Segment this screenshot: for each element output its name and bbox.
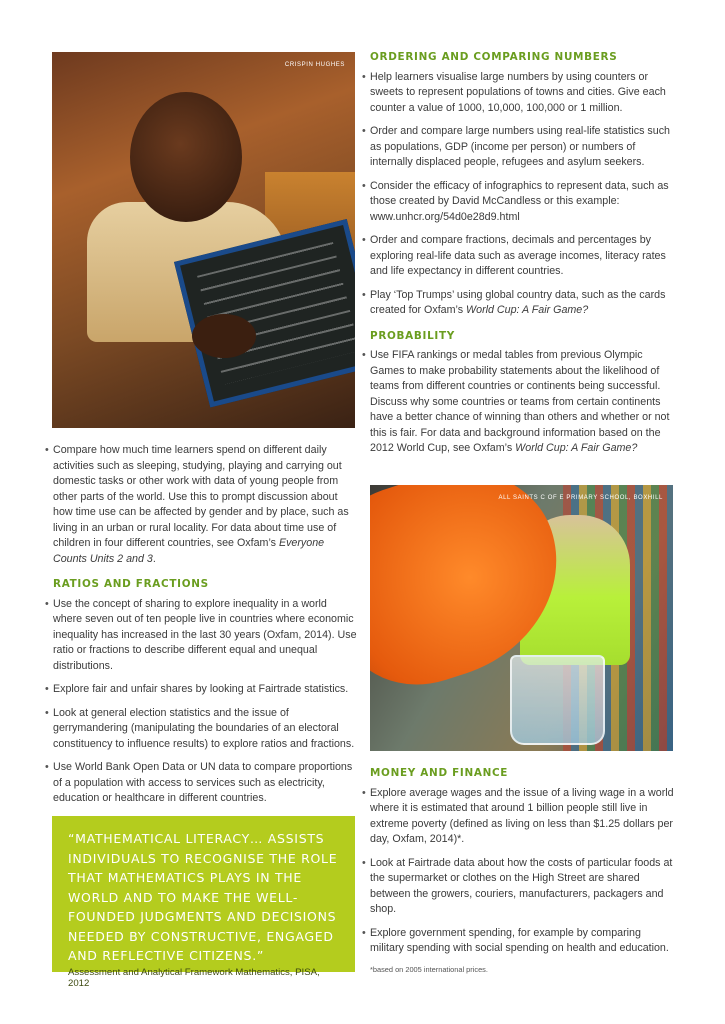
- list-item: • Explore average wages and the issue of a living wage in a world where it is estimated that around 1 billion people still live in extreme poverty (defined as living on less than $1.25 dollars per day, Oxfam, 2014)*.: [362, 786, 677, 848]
- photo-boy-head: [130, 92, 242, 222]
- section-heading-money: MONEY AND FINANCE: [370, 767, 509, 779]
- ordering-list: [362, 70, 677, 319]
- list-item: • Help learners visualise large numbers by using counters or sweets to represent populations of towns and cities. Give each counter a value of 1000, 10,000, 100,000 or 1 million.: [362, 70, 677, 117]
- right-column-top: [362, 50, 677, 465]
- photo-girl-pouring-water: [370, 485, 673, 751]
- pull-quote: [52, 816, 355, 989]
- money-list: [362, 786, 677, 957]
- section-heading-ordering: ORDERING AND COMPARING NUMBERS: [370, 51, 618, 63]
- photo-credit: CRISPIN HUGHES: [284, 62, 345, 68]
- list-item: • Use World Bank Open Data or UN data to compare proportions of a population with access to services such as electricity, education or healthcare in different countries.: [45, 760, 357, 807]
- quote-source: Assessment and Analytical Framework Mathematics, PISA, 2012: [68, 966, 320, 989]
- list-item: • Use FIFA rankings or medal tables from previous Olympic Games to make probability statements about the likelihood of teams from different countries or continents being successful. Discuss why some countries or teams from certain continents have a better chance of winning than others and whether or not this is fair. For data and background information based on the 2012 World Cup, see Oxfam’s World Cup: A Fair Game?: [362, 348, 677, 457]
- photo-measuring-jug: [510, 655, 605, 745]
- left-column: [45, 443, 357, 815]
- list-item: • Explore government spending, for example by comparing military spending with social spending on health and education.: [362, 926, 677, 957]
- list-item: • Compare how much time learners spend on different daily activities such as sleeping, studying, playing and carrying out domestic tasks or other work with data of young people from other parts of the world. Use this to prompt discussion about how time use can be affected by gender and by place, such as living in an urban or rural locality. For data about time use of children in four different countries, see Oxfam’s Everyone Counts Units 2 and 3.: [45, 443, 357, 567]
- section-heading-probability: PROBABILITY: [370, 329, 455, 342]
- section-heading-ratios: RATIOS AND FRACTIONS: [53, 578, 209, 590]
- probability-list: [362, 348, 677, 457]
- list-item: • Look at Fairtrade data about how the costs of particular foods at the supermarket or clothes on the High Street are shared between the growers, couriers, manufacturers, packagers and shop.: [362, 856, 677, 918]
- photo-boy-hand: [192, 314, 256, 358]
- photo-boy-writing-slate: [52, 52, 355, 428]
- time-use-list: [45, 443, 357, 567]
- list-item: • Play ‘Top Trumps’ using global country data, such as the cards created for Oxfam’s World Cup: A Fair Game?: [362, 288, 677, 319]
- list-item: • Use the concept of sharing to explore inequality in a world where seven out of ten people live in countries where economic inequality has increased in the last 30 years (Oxfam, 2014). Use ratio or fractions to describe different equal and unequal distributions.: [45, 597, 357, 675]
- quote-text: “MATHEMATICAL LITERACY… ASSISTS INDIVIDUALS TO RECOGNISE THE ROLE THAT MATHEMATICS PLAYS IN THE WORLD AND TO MAKE THE WELL-FOUNDED JUDGMENTS AND DECISIONS NEEDED BY CONSTRUCTIVE, ENGAGED AND REFLECTIVE CITIZENS.”: [68, 831, 338, 963]
- list-item: • Consider the efficacy of infographics to represent data, such as those created by David McCandless or this example: www.unhcr.org/54d0e28d9.html: [362, 179, 677, 226]
- photo-credit: ALL SAINTS C OF E PRIMARY SCHOOL, BOXHILL: [498, 495, 663, 501]
- list-item: • Order and compare fractions, decimals and percentages by exploring real-life data such as average incomes, literacy rates and life expectancy in different countries.: [362, 233, 677, 280]
- list-item: • Explore fair and unfair shares by looking at Fairtrade statistics.: [45, 682, 357, 698]
- list-item: • Look at general election statistics and the issue of gerrymandering (manipulating the boundaries of an electoral constituency to influence results) to explore ratios and fractions.: [45, 706, 357, 753]
- right-column-bottom: [362, 766, 677, 965]
- footnote: *based on 2005 international prices.: [370, 965, 488, 974]
- list-item: • Order and compare large numbers using real-life statistics such as populations, GDP (income per person) or numbers of internally displaced people, refugees and asylum seekers.: [362, 124, 677, 171]
- ratios-list: [45, 597, 357, 807]
